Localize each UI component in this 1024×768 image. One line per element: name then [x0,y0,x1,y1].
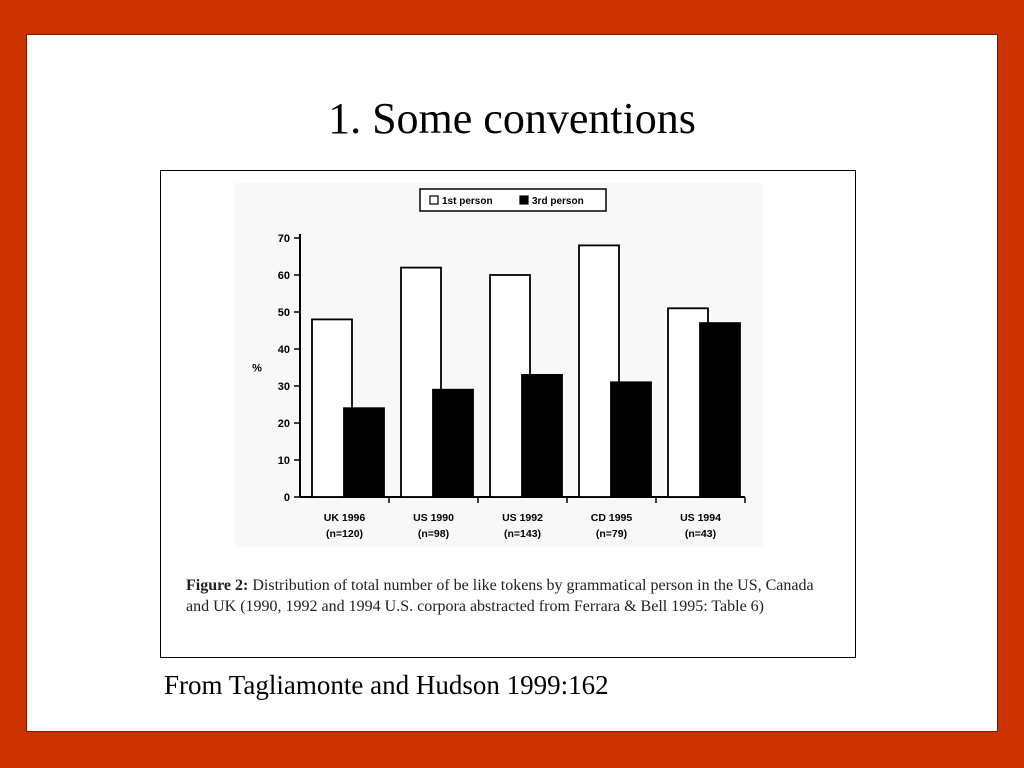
x-tick-sublabel: (n=98) [417,528,450,540]
source-citation: From Tagliamonte and Hudson 1999:162 [164,670,609,700]
x-tick-sublabel: (n=120) [325,528,364,540]
y-tick-label: 60 [277,270,290,282]
x-tick-label: US 1994 [680,512,721,524]
caption-text: Distribution of total number of be like tokens by grammatical person in the US, Canada and UK (1990, 1992 and 1994 U.S. corpora abstracted from Ferrara & Bell 1995: Table 6) [186,577,814,615]
bar-3rd-person [433,390,473,497]
figure-caption [186,575,836,617]
x-tick-label: UK 1996 [323,512,366,524]
bar-3rd-person [611,382,651,497]
y-tick-label: 70 [277,233,290,245]
x-tick-sublabel: (n=79) [595,528,628,540]
legend-swatch [430,196,438,204]
caption-label: Figure 2: [186,577,249,594]
y-tick-label: 0 [283,492,290,504]
x-tick-sublabel: (n=43) [684,528,717,540]
bar-chart [235,183,763,547]
y-tick-label: 40 [277,344,290,356]
bar-3rd-person [344,408,384,497]
slide-title: 1. Some conventions [328,94,696,143]
y-tick-label: 20 [277,418,290,430]
bar-3rd-person [700,323,740,497]
bar-3rd-person [522,375,562,497]
x-tick-label: US 1990 [413,512,454,524]
y-tick-label: 30 [277,381,290,393]
x-tick-sublabel: (n=143) [503,528,542,540]
x-tick-label: CD 1995 [590,512,633,524]
slide [26,34,998,732]
figure-box [160,170,856,658]
y-axis-label: % [252,362,262,375]
x-tick-label: US 1992 [502,512,543,524]
y-tick-label: 10 [277,455,290,467]
legend-label: 1st person [442,196,493,207]
y-tick-label: 50 [277,307,290,319]
legend-label: 3rd person [532,196,584,207]
legend-swatch [520,196,528,204]
chart-area [235,183,763,547]
